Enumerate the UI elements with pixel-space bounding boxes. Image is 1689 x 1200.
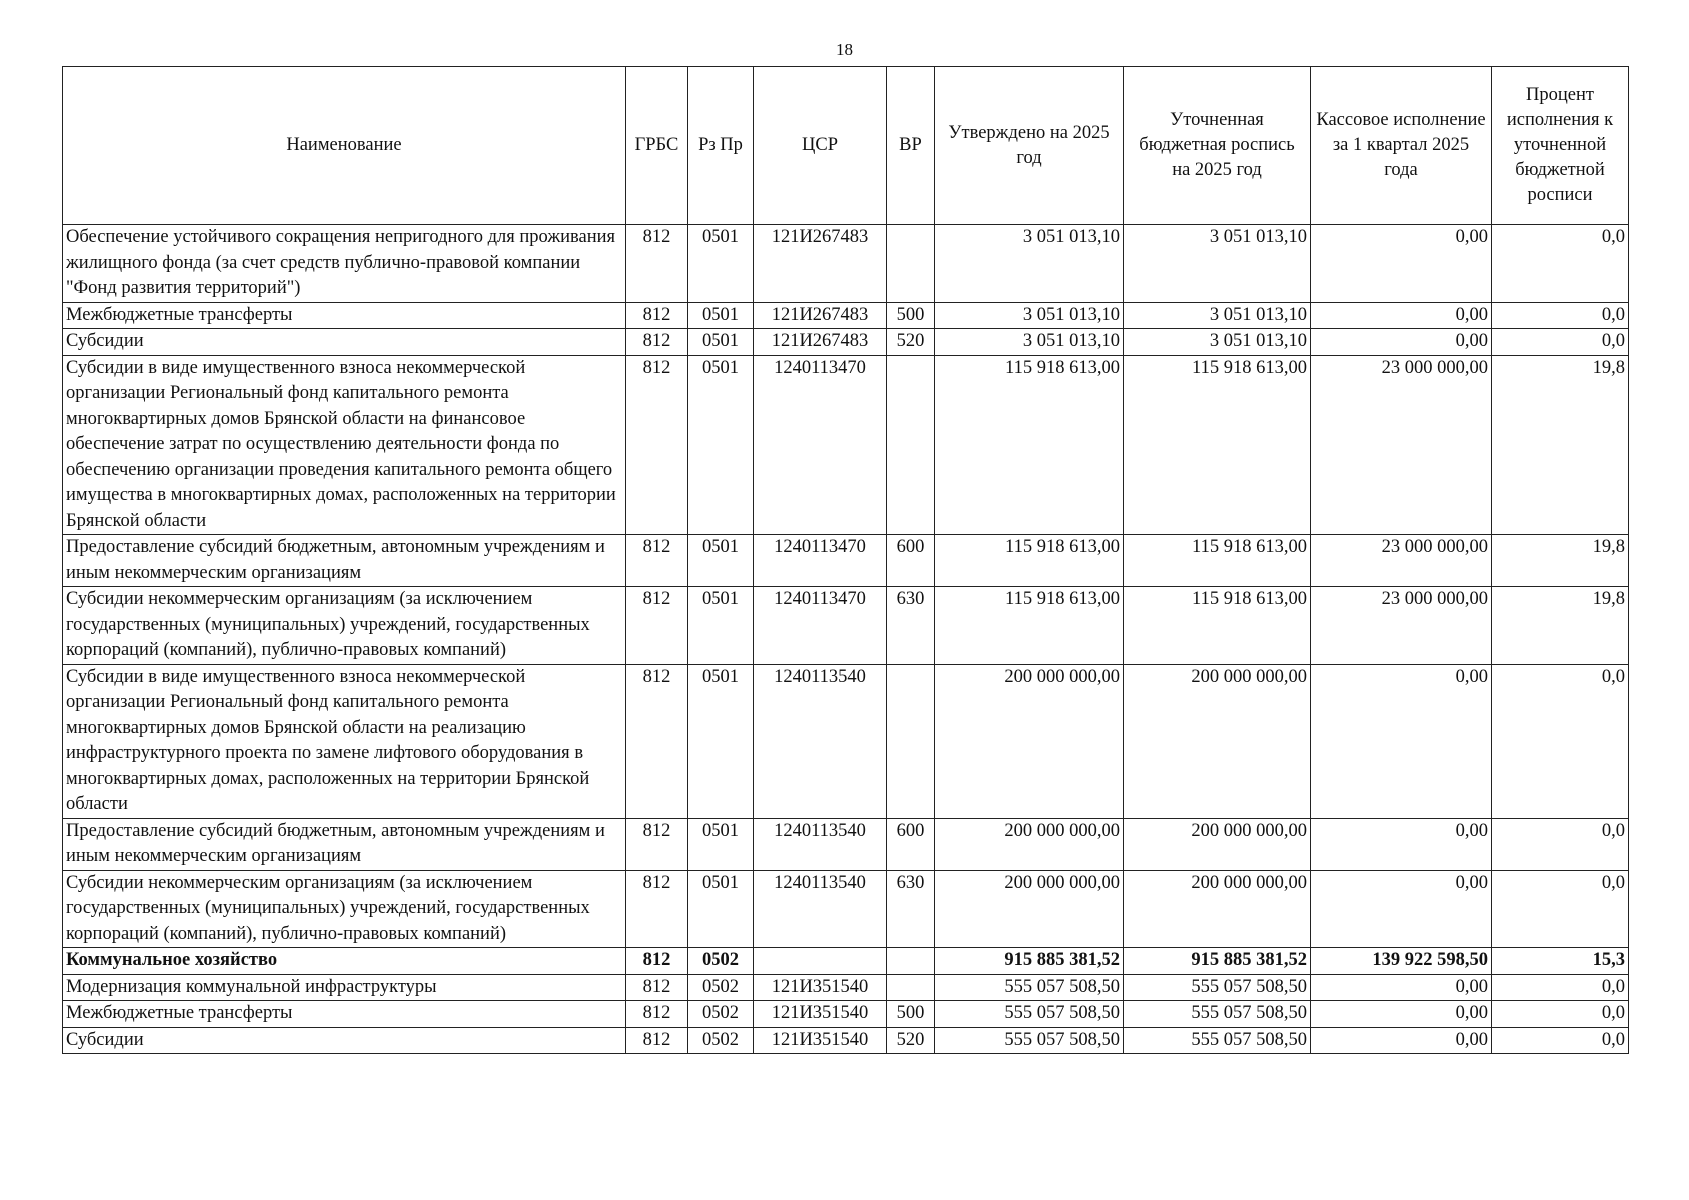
cell-vr — [887, 974, 935, 1001]
cell-vr — [887, 225, 935, 303]
cell-approved: 3 051 013,10 — [935, 225, 1124, 303]
cell-rzpr: 0501 — [688, 535, 754, 587]
cell-name: Предоставление субсидий бюджетным, автономным учреждениям и иным некоммерческим организациям — [63, 535, 626, 587]
cell-rzpr: 0501 — [688, 329, 754, 356]
cell-csr: 121И267483 — [754, 225, 887, 303]
cell-name: Субсидии некоммерческим организациям (за исключением государственных (муниципальных) учреждений, государственных корпораций (компаний), публично-правовых компаний) — [63, 587, 626, 665]
table-row — [63, 587, 1629, 665]
table-row — [63, 302, 1629, 329]
cell-name: Субсидии в виде имущественного взноса некоммерческой организации Региональный фонд капитального ремонта многоквартирных домов Брянской области на финансовое обеспечение затрат по осуществлению деятельности фонда по обеспечению организации проведения капитального ремонта общего имущества в многоквартирных домах, расположенных на территории Брянской области — [63, 355, 626, 535]
table-header-row — [63, 67, 1629, 225]
cell-grbs: 812 — [626, 664, 688, 818]
cell-cash: 0,00 — [1311, 1027, 1492, 1054]
table-row — [63, 355, 1629, 535]
cell-rzpr: 0501 — [688, 870, 754, 948]
cell-cash: 139 922 598,50 — [1311, 948, 1492, 975]
cell-refined: 555 057 508,50 — [1124, 1001, 1311, 1028]
cell-refined: 115 918 613,00 — [1124, 535, 1311, 587]
cell-csr: 1240113470 — [754, 587, 887, 665]
cell-name: Обеспечение устойчивого сокращения непригодного для проживания жилищного фонда (за счет средств публично-правовой компании "Фонд развития территорий") — [63, 225, 626, 303]
table-row — [63, 535, 1629, 587]
header-vr: ВР — [887, 67, 935, 225]
cell-csr: 1240113540 — [754, 870, 887, 948]
cell-percent: 0,0 — [1492, 664, 1629, 818]
cell-refined: 3 051 013,10 — [1124, 302, 1311, 329]
cell-name: Модернизация коммунальной инфраструктуры — [63, 974, 626, 1001]
cell-approved: 555 057 508,50 — [935, 1027, 1124, 1054]
cell-cash: 0,00 — [1311, 302, 1492, 329]
header-refined: Уточненная бюджетная роспись на 2025 год — [1124, 67, 1311, 225]
cell-rzpr: 0502 — [688, 974, 754, 1001]
cell-rzpr: 0501 — [688, 587, 754, 665]
header-rzpr: Рз Пр — [688, 67, 754, 225]
cell-name: Субсидии — [63, 329, 626, 356]
cell-vr: 500 — [887, 1001, 935, 1028]
cell-percent: 0,0 — [1492, 225, 1629, 303]
cell-grbs: 812 — [626, 948, 688, 975]
cell-vr — [887, 948, 935, 975]
table-row — [63, 225, 1629, 303]
cell-grbs: 812 — [626, 818, 688, 870]
header-csr: ЦСР — [754, 67, 887, 225]
cell-percent: 0,0 — [1492, 302, 1629, 329]
cell-approved: 915 885 381,52 — [935, 948, 1124, 975]
cell-rzpr: 0502 — [688, 1027, 754, 1054]
cell-grbs: 812 — [626, 974, 688, 1001]
cell-refined: 555 057 508,50 — [1124, 1027, 1311, 1054]
header-grbs: ГРБС — [626, 67, 688, 225]
cell-name: Субсидии некоммерческим организациям (за исключением государственных (муниципальных) учреждений, государственных корпораций (компаний), публично-правовых компаний) — [63, 870, 626, 948]
header-cash: Кассовое исполнение за 1 квартал 2025 года — [1311, 67, 1492, 225]
cell-name: Коммунальное хозяйство — [63, 948, 626, 975]
table-body — [63, 225, 1629, 1054]
cell-percent: 0,0 — [1492, 870, 1629, 948]
cell-approved: 200 000 000,00 — [935, 870, 1124, 948]
table-row — [63, 329, 1629, 356]
cell-approved: 200 000 000,00 — [935, 818, 1124, 870]
cell-percent: 0,0 — [1492, 818, 1629, 870]
cell-vr: 500 — [887, 302, 935, 329]
cell-grbs: 812 — [626, 870, 688, 948]
cell-cash: 23 000 000,00 — [1311, 355, 1492, 535]
cell-rzpr: 0501 — [688, 225, 754, 303]
cell-percent: 0,0 — [1492, 974, 1629, 1001]
cell-csr: 121И351540 — [754, 974, 887, 1001]
cell-name: Межбюджетные трансферты — [63, 1001, 626, 1028]
header-percent: Процент исполнения к уточненной бюджетной росписи — [1492, 67, 1629, 225]
cell-refined: 555 057 508,50 — [1124, 974, 1311, 1001]
cell-percent: 19,8 — [1492, 355, 1629, 535]
cell-approved: 555 057 508,50 — [935, 1001, 1124, 1028]
cell-approved: 555 057 508,50 — [935, 974, 1124, 1001]
cell-vr: 600 — [887, 535, 935, 587]
cell-rzpr: 0501 — [688, 355, 754, 535]
cell-refined: 3 051 013,10 — [1124, 329, 1311, 356]
table-row — [63, 1027, 1629, 1054]
cell-approved: 115 918 613,00 — [935, 535, 1124, 587]
cell-grbs: 812 — [626, 1027, 688, 1054]
cell-vr: 630 — [887, 870, 935, 948]
cell-cash: 0,00 — [1311, 225, 1492, 303]
cell-refined: 115 918 613,00 — [1124, 355, 1311, 535]
cell-grbs: 812 — [626, 587, 688, 665]
table-row — [63, 1001, 1629, 1028]
cell-name: Субсидии — [63, 1027, 626, 1054]
cell-refined: 200 000 000,00 — [1124, 818, 1311, 870]
cell-grbs: 812 — [626, 1001, 688, 1028]
cell-cash: 0,00 — [1311, 870, 1492, 948]
cell-csr: 121И267483 — [754, 302, 887, 329]
cell-grbs: 812 — [626, 355, 688, 535]
cell-name: Межбюджетные трансферты — [63, 302, 626, 329]
cell-rzpr: 0501 — [688, 664, 754, 818]
cell-grbs: 812 — [626, 225, 688, 303]
cell-vr — [887, 355, 935, 535]
cell-vr: 520 — [887, 329, 935, 356]
cell-percent: 0,0 — [1492, 1027, 1629, 1054]
header-approved: Утверждено на 2025 год — [935, 67, 1124, 225]
cell-cash: 0,00 — [1311, 329, 1492, 356]
cell-rzpr: 0501 — [688, 302, 754, 329]
cell-percent: 0,0 — [1492, 1001, 1629, 1028]
cell-vr: 520 — [887, 1027, 935, 1054]
cell-approved: 3 051 013,10 — [935, 329, 1124, 356]
header-name: Наименование — [63, 67, 626, 225]
cell-approved: 3 051 013,10 — [935, 302, 1124, 329]
cell-rzpr: 0502 — [688, 948, 754, 975]
cell-refined: 3 051 013,10 — [1124, 225, 1311, 303]
page-number: 18 — [836, 40, 853, 59]
cell-vr: 600 — [887, 818, 935, 870]
cell-cash: 0,00 — [1311, 664, 1492, 818]
cell-percent: 0,0 — [1492, 329, 1629, 356]
cell-name: Субсидии в виде имущественного взноса некоммерческой организации Региональный фонд капитального ремонта многоквартирных домов Брянской области на реализацию инфраструктурного проекта по замене лифтового оборудования в многоквартирных домах, расположенных на территории Брянской области — [63, 664, 626, 818]
cell-refined: 115 918 613,00 — [1124, 587, 1311, 665]
cell-refined: 915 885 381,52 — [1124, 948, 1311, 975]
cell-vr: 630 — [887, 587, 935, 665]
cell-approved: 115 918 613,00 — [935, 587, 1124, 665]
cell-percent: 19,8 — [1492, 587, 1629, 665]
cell-grbs: 812 — [626, 535, 688, 587]
cell-name: Предоставление субсидий бюджетным, автономным учреждениям и иным некоммерческим организациям — [63, 818, 626, 870]
table-row — [63, 948, 1629, 975]
cell-cash: 0,00 — [1311, 974, 1492, 1001]
cell-cash: 23 000 000,00 — [1311, 587, 1492, 665]
cell-grbs: 812 — [626, 329, 688, 356]
cell-csr: 1240113470 — [754, 355, 887, 535]
cell-approved: 200 000 000,00 — [935, 664, 1124, 818]
cell-refined: 200 000 000,00 — [1124, 870, 1311, 948]
cell-csr: 121И351540 — [754, 1001, 887, 1028]
cell-cash: 0,00 — [1311, 1001, 1492, 1028]
budget-table — [62, 66, 1629, 1054]
cell-cash: 23 000 000,00 — [1311, 535, 1492, 587]
cell-cash: 0,00 — [1311, 818, 1492, 870]
cell-grbs: 812 — [626, 302, 688, 329]
cell-csr: 1240113540 — [754, 664, 887, 818]
table-row — [63, 818, 1629, 870]
cell-approved: 115 918 613,00 — [935, 355, 1124, 535]
table-row — [63, 664, 1629, 818]
cell-percent: 15,3 — [1492, 948, 1629, 975]
cell-vr — [887, 664, 935, 818]
cell-csr: 1240113540 — [754, 818, 887, 870]
cell-refined: 200 000 000,00 — [1124, 664, 1311, 818]
cell-csr: 1240113470 — [754, 535, 887, 587]
cell-csr: 121И351540 — [754, 1027, 887, 1054]
cell-percent: 19,8 — [1492, 535, 1629, 587]
table-row — [63, 870, 1629, 948]
cell-rzpr: 0502 — [688, 1001, 754, 1028]
table-row — [63, 974, 1629, 1001]
cell-rzpr: 0501 — [688, 818, 754, 870]
cell-csr — [754, 948, 887, 975]
cell-csr: 121И267483 — [754, 329, 887, 356]
